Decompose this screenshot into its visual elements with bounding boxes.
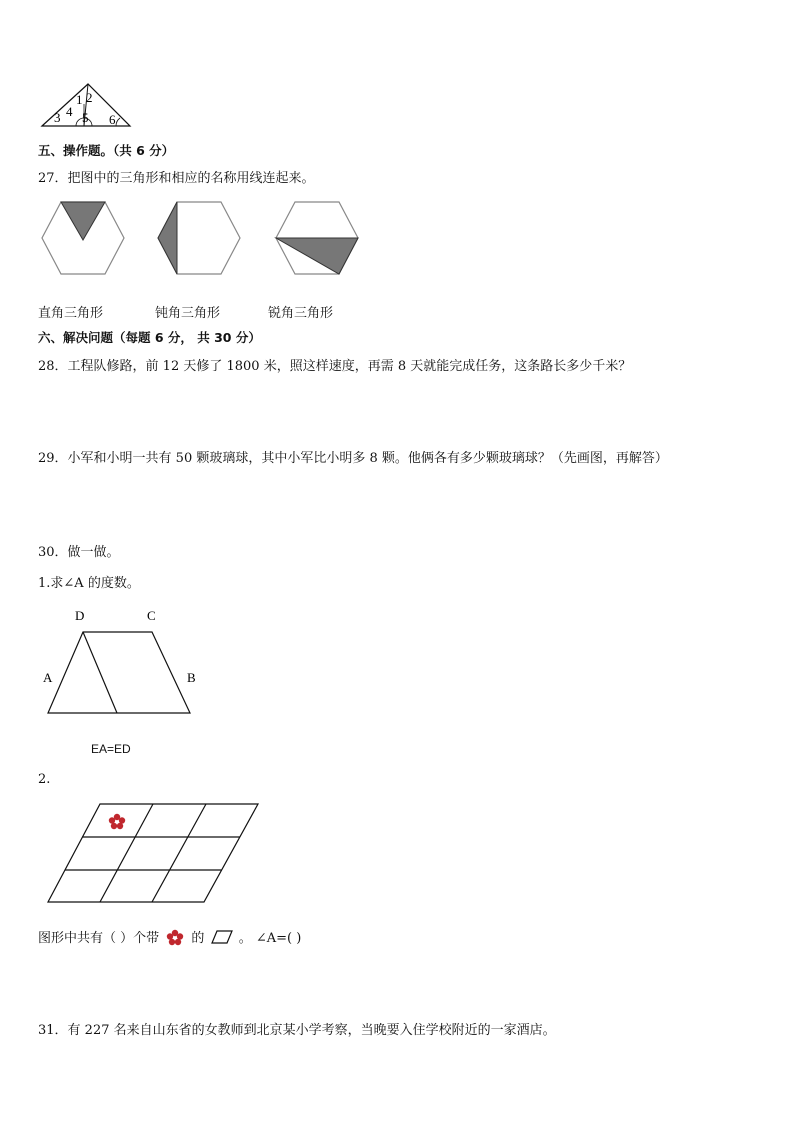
question-30-part1: 1.求∠A 的度数。 — [38, 576, 140, 591]
section5-heading: 五、操作题。（共 6 分） — [38, 143, 175, 158]
hexagon-figure-1 — [40, 200, 126, 276]
question-27: 27．把图中的三角形和相应的名称用线连起来。 — [38, 171, 315, 186]
section6-heading: 六、解决问题（每题 6 分， 共 30 分） — [38, 330, 261, 345]
question-29: 29．小军和小明一共有 50 颗玻璃球，其中小军比小明多 8 颗。他俩各有多少颗玻璃球？（先画图，再解答） — [38, 451, 668, 466]
fill-text-1: 图形中共有（ ）个带 — [38, 931, 160, 946]
question-30: 30．做一做。 — [38, 545, 120, 560]
parallelogram-grid — [46, 802, 262, 906]
angle-label-6: 6 — [109, 112, 116, 127]
fill-text-3: 。 ∠A=( ) — [238, 931, 302, 946]
flower-icon — [109, 814, 125, 829]
question-28: 28．工程队修路，前 12 天修了 1800 米，照这样速度，再需 8 天就能完成任务，这条路长多少千米？ — [38, 359, 632, 374]
angle-label-1: 1 — [76, 92, 83, 107]
question-31: 31．有 227 名来自山东省的女教师到北京某小学考察，当晚要入住学校附近的一家酒店。 — [38, 1023, 556, 1038]
hexagon-figure-2 — [156, 200, 242, 276]
angle-label-5: 5 — [82, 110, 89, 125]
vertex-label-a: A — [43, 670, 53, 685]
parallelogram-icon — [211, 930, 233, 944]
angle-label-3: 3 — [54, 110, 61, 125]
trapezoid-figure — [40, 600, 210, 720]
question-30-part2: 2. — [38, 772, 51, 787]
name-right-triangle: 直角三角形 — [38, 306, 104, 321]
angle-triangle-figure — [40, 82, 132, 128]
vertex-label-c: C — [147, 608, 156, 623]
vertex-label-b: B — [187, 670, 196, 685]
angle-label-2: 2 — [86, 90, 93, 105]
vertex-label-d: D — [75, 608, 85, 623]
question-30-fill-line — [38, 927, 301, 946]
name-acute-triangle: 锐角三角形 — [268, 306, 334, 321]
fill-text-2: 的 — [191, 931, 205, 946]
angle-label-4: 4 — [66, 104, 73, 119]
condition-ea-ed: EA=ED — [91, 742, 131, 756]
flower-icon — [166, 929, 184, 945]
name-obtuse-triangle: 钝角三角形 — [155, 306, 221, 321]
hexagon-figure-3 — [274, 200, 360, 276]
